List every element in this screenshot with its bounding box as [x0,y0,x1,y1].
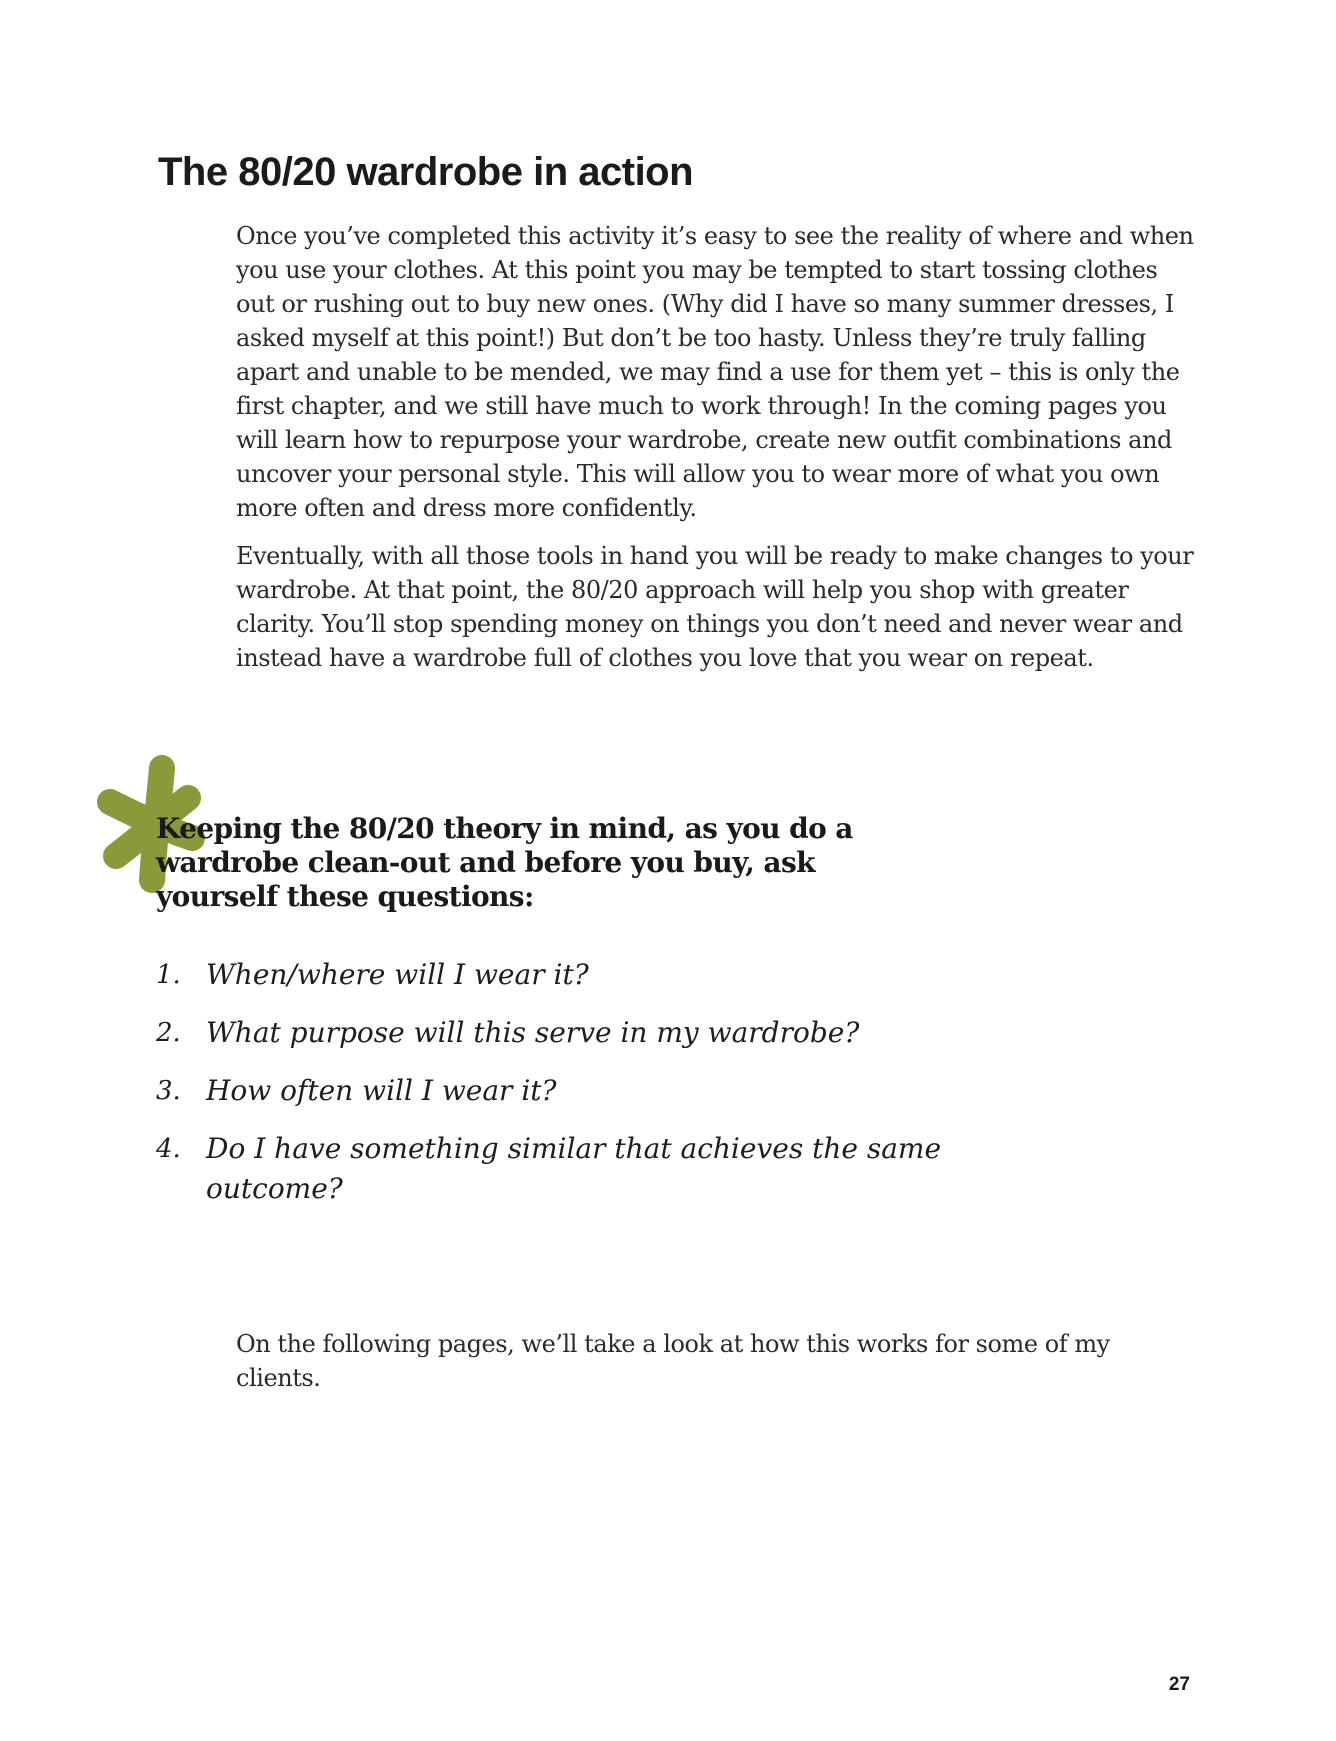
list-item [156,1071,956,1111]
body-paragraph-2: Eventually, with all those tools in hand you will be ready to make changes to your wardrobe. At that point, the 80/20 approach will help you shop with greater clarity. You’ll stop spending money on things you don’t need and never wear and instead have a wardrobe full of clothes you love that you wear on repeat. [236,542,1194,672]
question-text: Do I have something similar that achieves the same outcome? [206,1132,942,1205]
callout-text: Keeping the 80/20 theory in mind, as you do a wardrobe clean-out and before you buy, ask yourself these questions: [156,812,853,913]
question-number: 2. [156,1018,181,1048]
question-list [156,955,956,1227]
page-number: 27 [1168,1674,1190,1695]
list-item [156,955,956,995]
question-number: 1. [156,960,181,990]
question-number: 3. [156,1076,181,1106]
question-text: When/where will I wear it? [206,958,589,991]
question-number: 4. [156,1134,181,1164]
page-heading: The 80/20 wardrobe in action [158,150,694,194]
list-item [156,1013,956,1053]
closing-paragraph: On the following pages, we’ll take a look at how this works for some of my clients. [236,1330,1110,1392]
body-paragraph-1: Once you’ve completed this activity it’s easy to see the reality of where and when you use your clothes. At this point you may be tempted to start tossing clothes out or rushing out to buy new ones. (Why did I have so many summer dresses, I asked myself at this point!) But don’t be too hasty. Unless they’re truly falling apart and unable to be mended, we may find a use for them yet – this is only the first chapter, and we still have much to work through! In the coming pages you will learn how to repurpose your wardrobe, create new outfit combinations and uncover your personal style. This will allow you to wear more of what you own more often and dress more confidently. [236,222,1194,522]
list-item [156,1129,956,1209]
question-text: What purpose will this serve in my wardrobe? [206,1016,860,1049]
question-text: How often will I wear it? [206,1074,557,1107]
